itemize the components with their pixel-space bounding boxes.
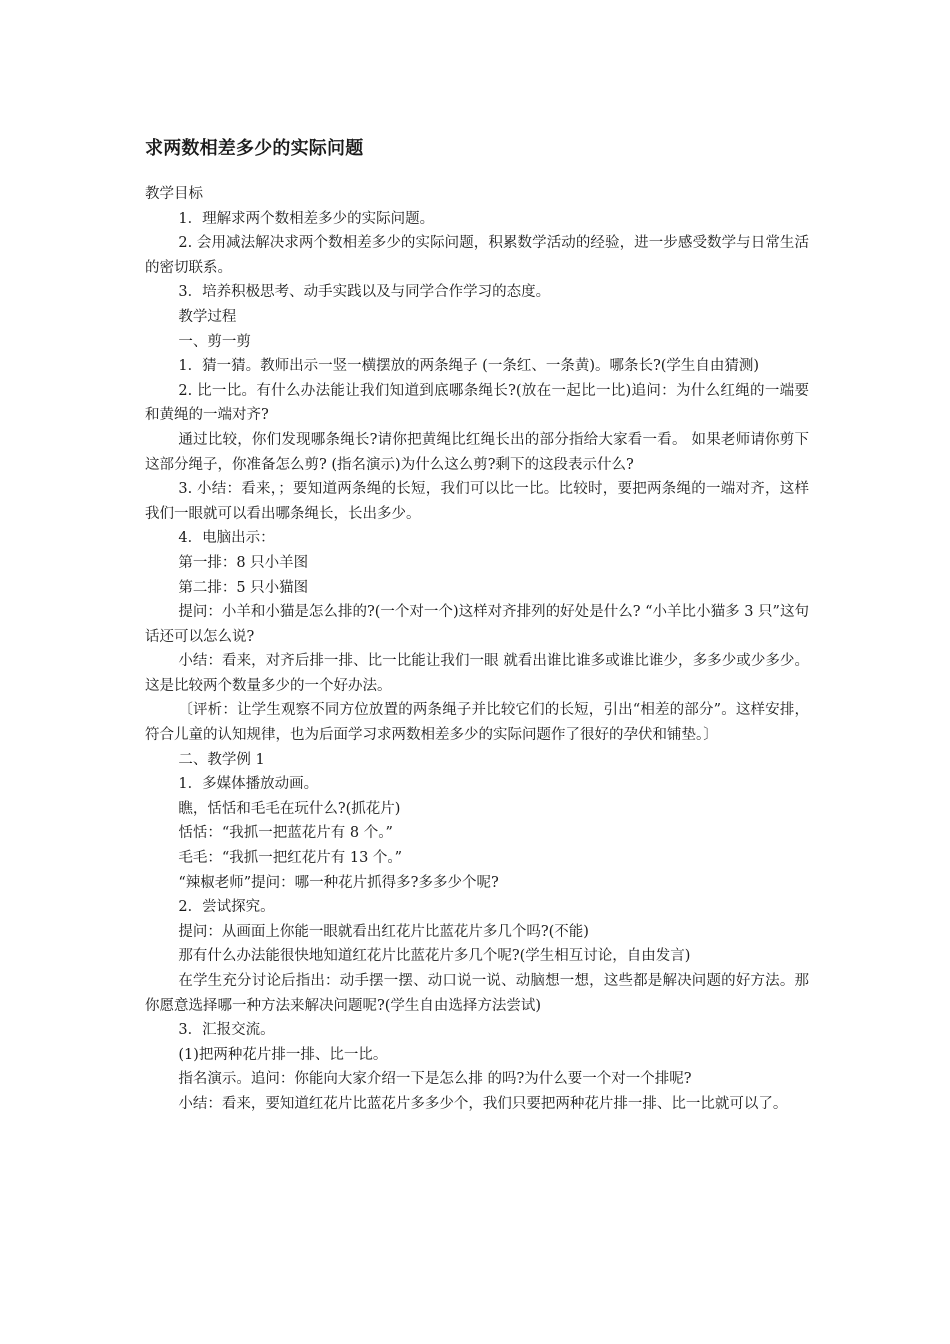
paragraph: 在学生充分讨论后指出：动手摆一摆、动口说一说、动脑想一想，这些都是解决问题的好方法。那你愿意选择哪一种方法来解决问题呢?(学生自由选择方法尝试) [145,973,809,1014]
document-body [145,182,809,1117]
paragraph: 一、剪一剪 [178,333,251,350]
paragraph: 那有什么办法能很快地知道红花片比蓝花片多几个呢?(学生相互讨论，自由发言) [178,948,691,965]
paragraph: 恬恬：“我抓一把蓝花片有 8 个。” [178,825,393,842]
paragraph: (1)把两种花片排一排、比一比。 [178,1046,388,1063]
paragraph: 通过比较，你们发现哪条绳长?请你把黄绳比红绳长出的部分指给大家看一看。 如果老师请你剪下这部分绳子，你准备怎么剪? (指名演示)为什么这么剪?剩下的这段表示什么? [145,431,809,473]
paragraph: 1．多媒体播放动画。 [178,776,319,793]
paragraph: 1．理解求两个数相差多少的实际问题。 [178,210,435,227]
document-title: 求两数相差多少的实际问题 [145,138,364,159]
paragraph: 1．猜一猜。教师出示一竖一横摆放的两条绳子 (一条红、一条黄)。哪条长?(学生自由猜测) [178,358,760,375]
paragraph: 瞧，恬恬和毛毛在玩什么?(抓花片) [178,800,401,817]
paragraph: 2．尝试探究。 [178,899,275,916]
paragraph: 二、教学例 1 [178,751,265,768]
document-page [145,136,809,1117]
paragraph: 小结：看来，要知道红花片比蓝花片多多少个，我们只要把两种花片排一排、比一比就可以了。 [178,1095,788,1112]
paragraph: 〔评析：让学生观察不同方位放置的两条绳子并比较它们的长短，引出“相差的部分”。这样安排，符合儿童的认知规律，也为后面学习求两数相差多少的实际问题作了很好的孕伏和铺垫。〕 [145,702,809,744]
paragraph: 第一排：8 只小羊图 [178,554,309,571]
paragraph: 小结：看来，对齐后排一排、比一比能让我们一眼 就看出谁比谁多或谁比谁少，多多少或少多少。这是比较两个数量多少的一个好办法。 [145,653,809,694]
paragraph: 2. 比一比。有什么办法能让我们知道到底哪条绳长?(放在一起比一比)追问：为什么红绳的一端要 和黄绳的一端对齐? [145,382,809,424]
paragraph: 教学过程 [178,308,237,325]
paragraph: 教学目标 [145,186,203,202]
paragraph: 第二排：5 只小猫图 [178,579,309,596]
paragraph: 3．汇报交流。 [178,1022,275,1039]
paragraph: 3. 小结：看来，；要知道两条绳的长短，我们可以比一比。比较时，要把两条绳的一端对齐，这样我们一眼就可以看出哪条绳长，长出多少。 [145,481,809,522]
paragraph: 提问：从画面上你能一眼就看出红花片比蓝花片多几个吗?(不能) [178,923,589,940]
paragraph: 提问：小羊和小猫是怎么排的?(一个对一个)这样对齐排列的好处是什么? “小羊比小猫多 3 只”这句话还可以怎么说? [145,604,809,645]
paragraph: 2. 会用减法解决求两个数相差多少的实际问题，积累数学活动的经验，进一步感受数学与日常生活的密切联系。 [145,235,809,276]
paragraph: 指名演示。追问：你能向大家介绍一下是怎么排 的吗?为什么要一个对一个排呢? [178,1071,692,1088]
paragraph: 毛毛：“我抓一把红花片有 13 个。” [178,850,403,867]
paragraph: 3．培养积极思考、动手实践以及与同学合作学习的态度。 [178,284,551,301]
paragraph: “辣椒老师”提问：哪一种花片抓得多?多多少个呢? [178,874,499,891]
paragraph: 4．电脑出示： [178,530,275,547]
